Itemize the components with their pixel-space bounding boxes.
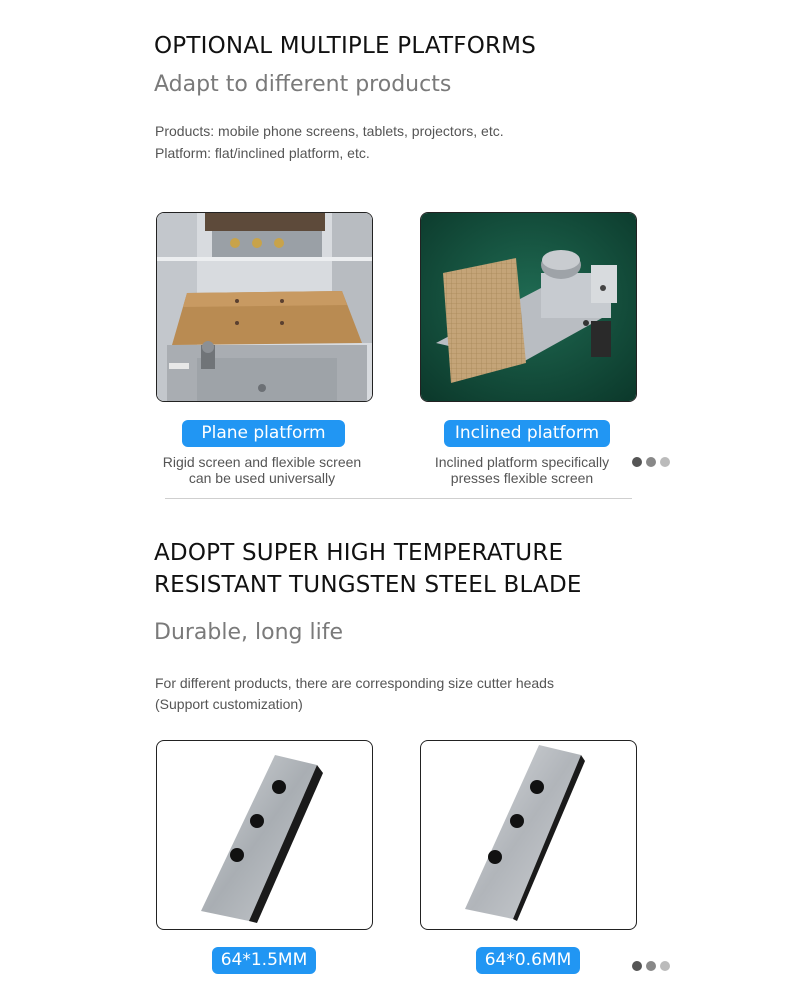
carousel-dot[interactable] — [660, 961, 670, 971]
inclined-platform-caption — [410, 454, 634, 486]
caption-line: Inclined platform specifically — [434, 454, 610, 470]
section2-title — [154, 537, 582, 601]
blade-photo-2 — [420, 740, 637, 930]
inclined-platform-photo — [420, 212, 637, 402]
inclined-platform-label: Inclined platform — [444, 420, 610, 447]
section2-title-line: ADOPT SUPER HIGH TEMPERATURE — [154, 540, 564, 566]
carousel-dot[interactable] — [646, 457, 656, 467]
carousel-dots[interactable] — [632, 961, 670, 971]
carousel-dot[interactable] — [660, 457, 670, 467]
caption-line: Rigid screen and flexible screen — [162, 454, 362, 470]
section2-line-products: For different products, there are corresponding size cutter heads — [155, 675, 554, 691]
plane-platform-label: Plane platform — [182, 420, 345, 447]
section1-line-products: Products: mobile phone screens, tablets, projectors, etc. — [155, 123, 504, 139]
section2-subtitle: Durable, long life — [154, 620, 343, 645]
caption-line: can be used universally — [188, 470, 336, 486]
blade-photo-1 — [156, 740, 373, 930]
section1-line-platform: Platform: flat/inclined platform, etc. — [155, 145, 370, 161]
caption-line: presses flexible screen — [450, 470, 594, 486]
section-divider — [165, 498, 632, 499]
section1-title: OPTIONAL MULTIPLE PLATFORMS — [154, 33, 537, 59]
plane-platform-photo — [156, 212, 373, 402]
carousel-dot[interactable] — [632, 457, 642, 467]
section1-subtitle: Adapt to different products — [154, 72, 452, 97]
section2-title-line: RESISTANT TUNGSTEN STEEL BLADE — [154, 572, 582, 598]
carousel-dots[interactable] — [632, 457, 670, 467]
section2-line-customization: (Support customization) — [155, 696, 303, 712]
blade-size-label-1: 64*1.5MM — [212, 947, 316, 974]
blade-size-label-2: 64*0.6MM — [476, 947, 580, 974]
carousel-dot[interactable] — [632, 961, 642, 971]
carousel-dot[interactable] — [646, 961, 656, 971]
plane-platform-caption — [150, 454, 374, 486]
